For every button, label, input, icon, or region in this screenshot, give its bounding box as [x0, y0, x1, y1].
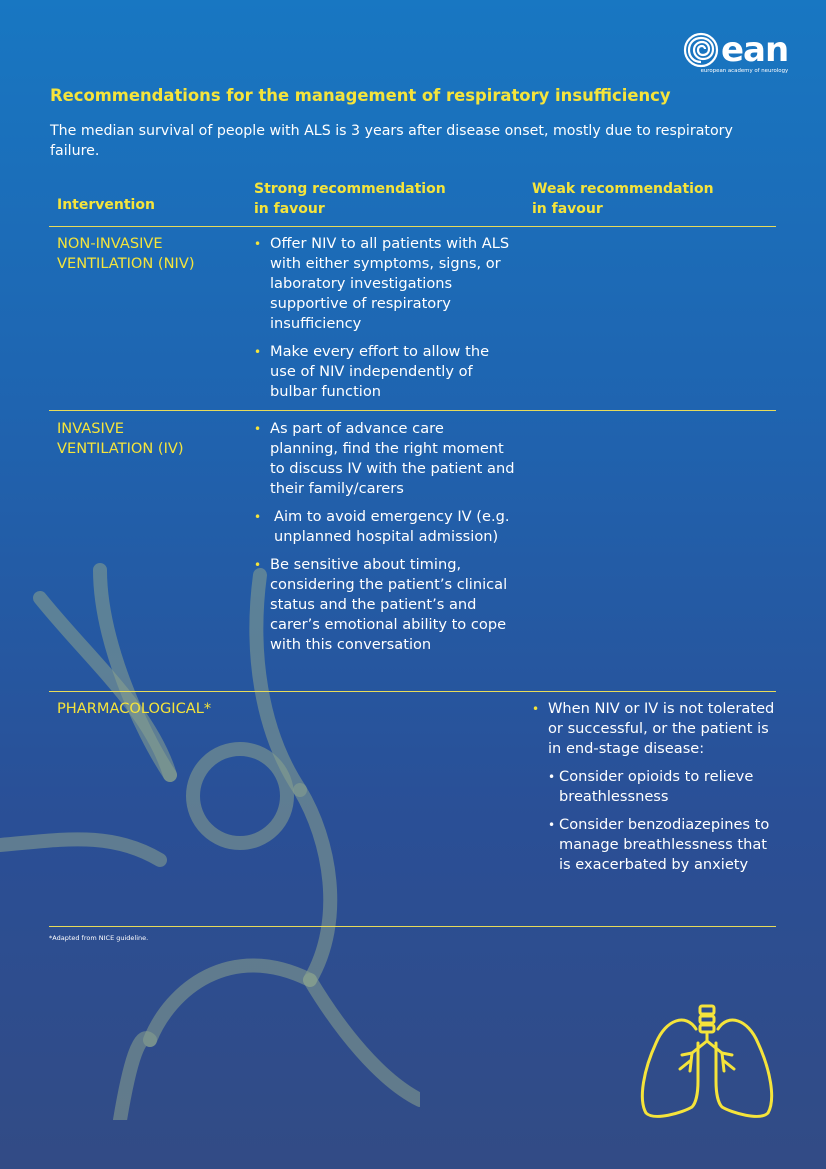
niv-strong-list: [253, 234, 513, 410]
list-item: • Offer NIV to all patients with ALS with either symptoms, signs, or laboratory investigations supportive of respiratory insufficiency: [253, 234, 513, 334]
category-niv-line1: NON-INVASIVE: [57, 235, 163, 252]
header-weak-line2: in favour: [532, 201, 603, 217]
pharma-weak-text: When NIV or IV is not tolerated or successful, or the patient is in end-stage disease:: [548, 700, 775, 757]
footnote: *Adapted from NICE guideline.: [49, 934, 149, 942]
table-header-rule: [49, 226, 776, 227]
category-iv-line2: VENTILATION (IV): [57, 440, 184, 457]
pharma-weak-list: [531, 699, 776, 883]
logo-wordmark: ean: [721, 30, 789, 70]
list-item: • Be sensitive about timing, considering the patient’s clinical status and the patient’s and carer’s emotional ability to cope with this conversation: [253, 555, 516, 655]
pharma-sub-list: [548, 767, 776, 875]
intro-text: The median survival of people with ALS is 3 years after disease onset, mostly due to respiratory failure.: [50, 123, 733, 159]
category-iv-line1: INVASIVE: [57, 420, 125, 437]
page-title: Recommendations for the management of respiratory insufficiency: [50, 86, 671, 105]
list-item: • As part of advance care planning, find the right moment to discuss IV with the patient and their family/carers: [253, 419, 516, 499]
list-item: [531, 699, 776, 875]
list-item: • Consider benzodiazepines to manage breathlessness that is exacerbated by anxiety: [548, 815, 776, 875]
logo-tagline: european academy of neurology: [700, 68, 789, 74]
brain-spiral-icon: [683, 32, 719, 68]
lungs-icon: [636, 1003, 778, 1121]
category-iv: [57, 419, 247, 459]
row-rule: [49, 410, 776, 411]
table-bottom-rule: [49, 926, 776, 927]
header-strong: [254, 179, 446, 219]
header-intervention: Intervention: [57, 197, 155, 213]
category-niv-line2: VENTILATION (NIV): [57, 255, 195, 272]
header-strong-line2: in favour: [254, 201, 325, 217]
header-strong-line1: Strong recommendation: [254, 181, 446, 197]
iv-strong-list: [253, 419, 516, 663]
header-weak: [532, 179, 714, 219]
category-niv: [57, 234, 247, 274]
category-pharmacological: PHARMACOLOGICAL*: [57, 700, 212, 717]
ean-logo: [683, 32, 788, 74]
row-rule: [49, 691, 776, 692]
header-weak-line1: Weak recommendation: [532, 181, 714, 197]
list-item: • Make every effort to allow the use of NIV independently of bulbar function: [253, 342, 513, 402]
list-item: • Consider opioids to relieve breathlessness: [548, 767, 776, 807]
list-item: • Aim to avoid emergency IV (e.g. unplanned hospital admission): [253, 507, 516, 547]
